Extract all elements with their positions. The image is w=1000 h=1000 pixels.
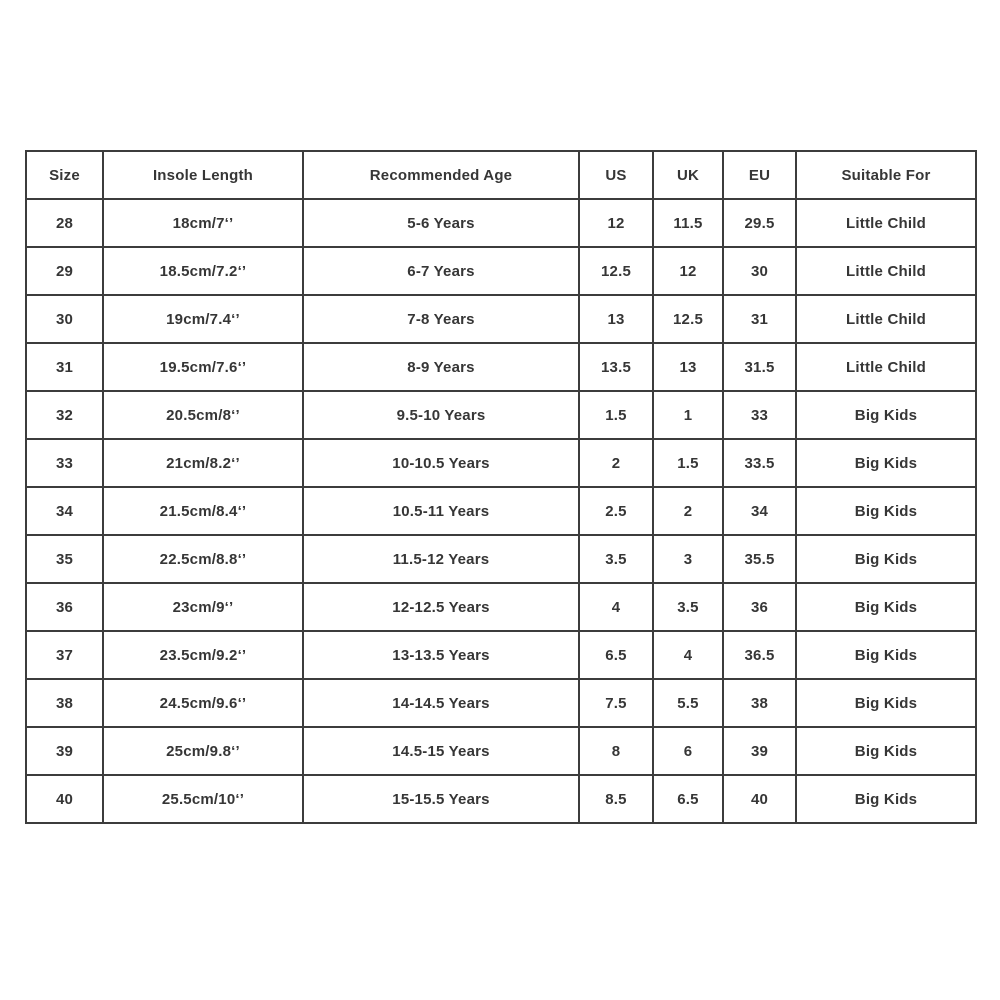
table-cell: Big Kids [796,535,976,583]
table-cell: 34 [723,487,796,535]
table-cell: 24.5cm/9.6‘’ [103,679,303,727]
table-cell: 10.5-11 Years [303,487,579,535]
column-header-us: US [579,151,653,199]
table-cell: 8.5 [579,775,653,823]
table-cell: 25cm/9.8‘’ [103,727,303,775]
table-row [26,679,976,727]
table-cell: Big Kids [796,631,976,679]
table-cell: 12 [653,247,723,295]
table-cell: 22.5cm/8.8‘’ [103,535,303,583]
table-cell: 37 [26,631,103,679]
table-cell: 11.5 [653,199,723,247]
table-cell: 34 [26,487,103,535]
table-cell: Big Kids [796,391,976,439]
table-cell: 19.5cm/7.6‘’ [103,343,303,391]
table-cell: 13.5 [579,343,653,391]
table-cell: 6.5 [653,775,723,823]
table-cell: Big Kids [796,775,976,823]
table-cell: 31.5 [723,343,796,391]
table-cell: 39 [26,727,103,775]
table-cell: Little Child [796,295,976,343]
table-cell: 25.5cm/10‘’ [103,775,303,823]
table-cell: Little Child [796,199,976,247]
table-cell: Big Kids [796,487,976,535]
table-cell: 4 [579,583,653,631]
table-row [26,487,976,535]
column-header-insole-length: Insole Length [103,151,303,199]
table-cell: 6-7 Years [303,247,579,295]
table-cell: 12.5 [579,247,653,295]
table-cell: 18cm/7‘’ [103,199,303,247]
table-cell: 31 [723,295,796,343]
table-cell: 14-14.5 Years [303,679,579,727]
table-row [26,391,976,439]
table-row [26,535,976,583]
table-cell: 13 [579,295,653,343]
table-cell: 5-6 Years [303,199,579,247]
table-cell: 31 [26,343,103,391]
table-cell: 7.5 [579,679,653,727]
table-cell: 33 [723,391,796,439]
table-cell: 5.5 [653,679,723,727]
table-row [26,343,976,391]
table-cell: 40 [26,775,103,823]
table-cell: 33 [26,439,103,487]
table-cell: 29.5 [723,199,796,247]
table-cell: 28 [26,199,103,247]
table-cell: 14.5-15 Years [303,727,579,775]
table-cell: 2.5 [579,487,653,535]
table-cell: 29 [26,247,103,295]
column-header-recommended-age: Recommended Age [303,151,579,199]
table-cell: 18.5cm/7.2‘’ [103,247,303,295]
column-header-suitable-for: Suitable For [796,151,976,199]
table-cell: 30 [723,247,796,295]
table-cell: 8 [579,727,653,775]
table-cell: 3.5 [653,583,723,631]
table-cell: 35.5 [723,535,796,583]
table-cell: 4 [653,631,723,679]
table-cell: 33.5 [723,439,796,487]
table-row [26,295,976,343]
table-row [26,583,976,631]
table-cell: 32 [26,391,103,439]
table-cell: Big Kids [796,439,976,487]
table-cell: 21cm/8.2‘’ [103,439,303,487]
table-cell: 39 [723,727,796,775]
table-row [26,439,976,487]
size-chart-table [25,150,977,824]
table-cell: 12.5 [653,295,723,343]
table-cell: 7-8 Years [303,295,579,343]
table-cell: Big Kids [796,583,976,631]
table-cell: Little Child [796,343,976,391]
table-cell: 1 [653,391,723,439]
table-cell: 40 [723,775,796,823]
table-cell: Big Kids [796,679,976,727]
table-cell: 13 [653,343,723,391]
table-cell: 35 [26,535,103,583]
table-cell: Big Kids [796,727,976,775]
table-cell: 11.5-12 Years [303,535,579,583]
table-cell: 12 [579,199,653,247]
table-cell: 36 [723,583,796,631]
table-cell: 30 [26,295,103,343]
column-header-eu: EU [723,151,796,199]
table-cell: 2 [653,487,723,535]
table-cell: 1.5 [579,391,653,439]
column-header-uk: UK [653,151,723,199]
table-cell: 21.5cm/8.4‘’ [103,487,303,535]
table-cell: Little Child [796,247,976,295]
table-cell: 38 [723,679,796,727]
table-row [26,727,976,775]
size-chart [25,150,975,824]
table-row [26,247,976,295]
table-row [26,775,976,823]
column-header-size: Size [26,151,103,199]
table-cell: 1.5 [653,439,723,487]
table-cell: 2 [579,439,653,487]
table-cell: 20.5cm/8‘’ [103,391,303,439]
table-cell: 36 [26,583,103,631]
table-cell: 6.5 [579,631,653,679]
table-cell: 3 [653,535,723,583]
table-cell: 19cm/7.4‘’ [103,295,303,343]
table-row [26,631,976,679]
table-cell: 38 [26,679,103,727]
table-cell: 15-15.5 Years [303,775,579,823]
table-header [26,151,976,199]
table-cell: 12-12.5 Years [303,583,579,631]
table-cell: 6 [653,727,723,775]
table-body [26,199,976,823]
table-cell: 36.5 [723,631,796,679]
table-cell: 9.5-10 Years [303,391,579,439]
table-cell: 23.5cm/9.2‘’ [103,631,303,679]
table-cell: 3.5 [579,535,653,583]
table-cell: 10-10.5 Years [303,439,579,487]
header-row [26,151,976,199]
table-cell: 13-13.5 Years [303,631,579,679]
table-row [26,199,976,247]
table-cell: 8-9 Years [303,343,579,391]
table-cell: 23cm/9‘’ [103,583,303,631]
